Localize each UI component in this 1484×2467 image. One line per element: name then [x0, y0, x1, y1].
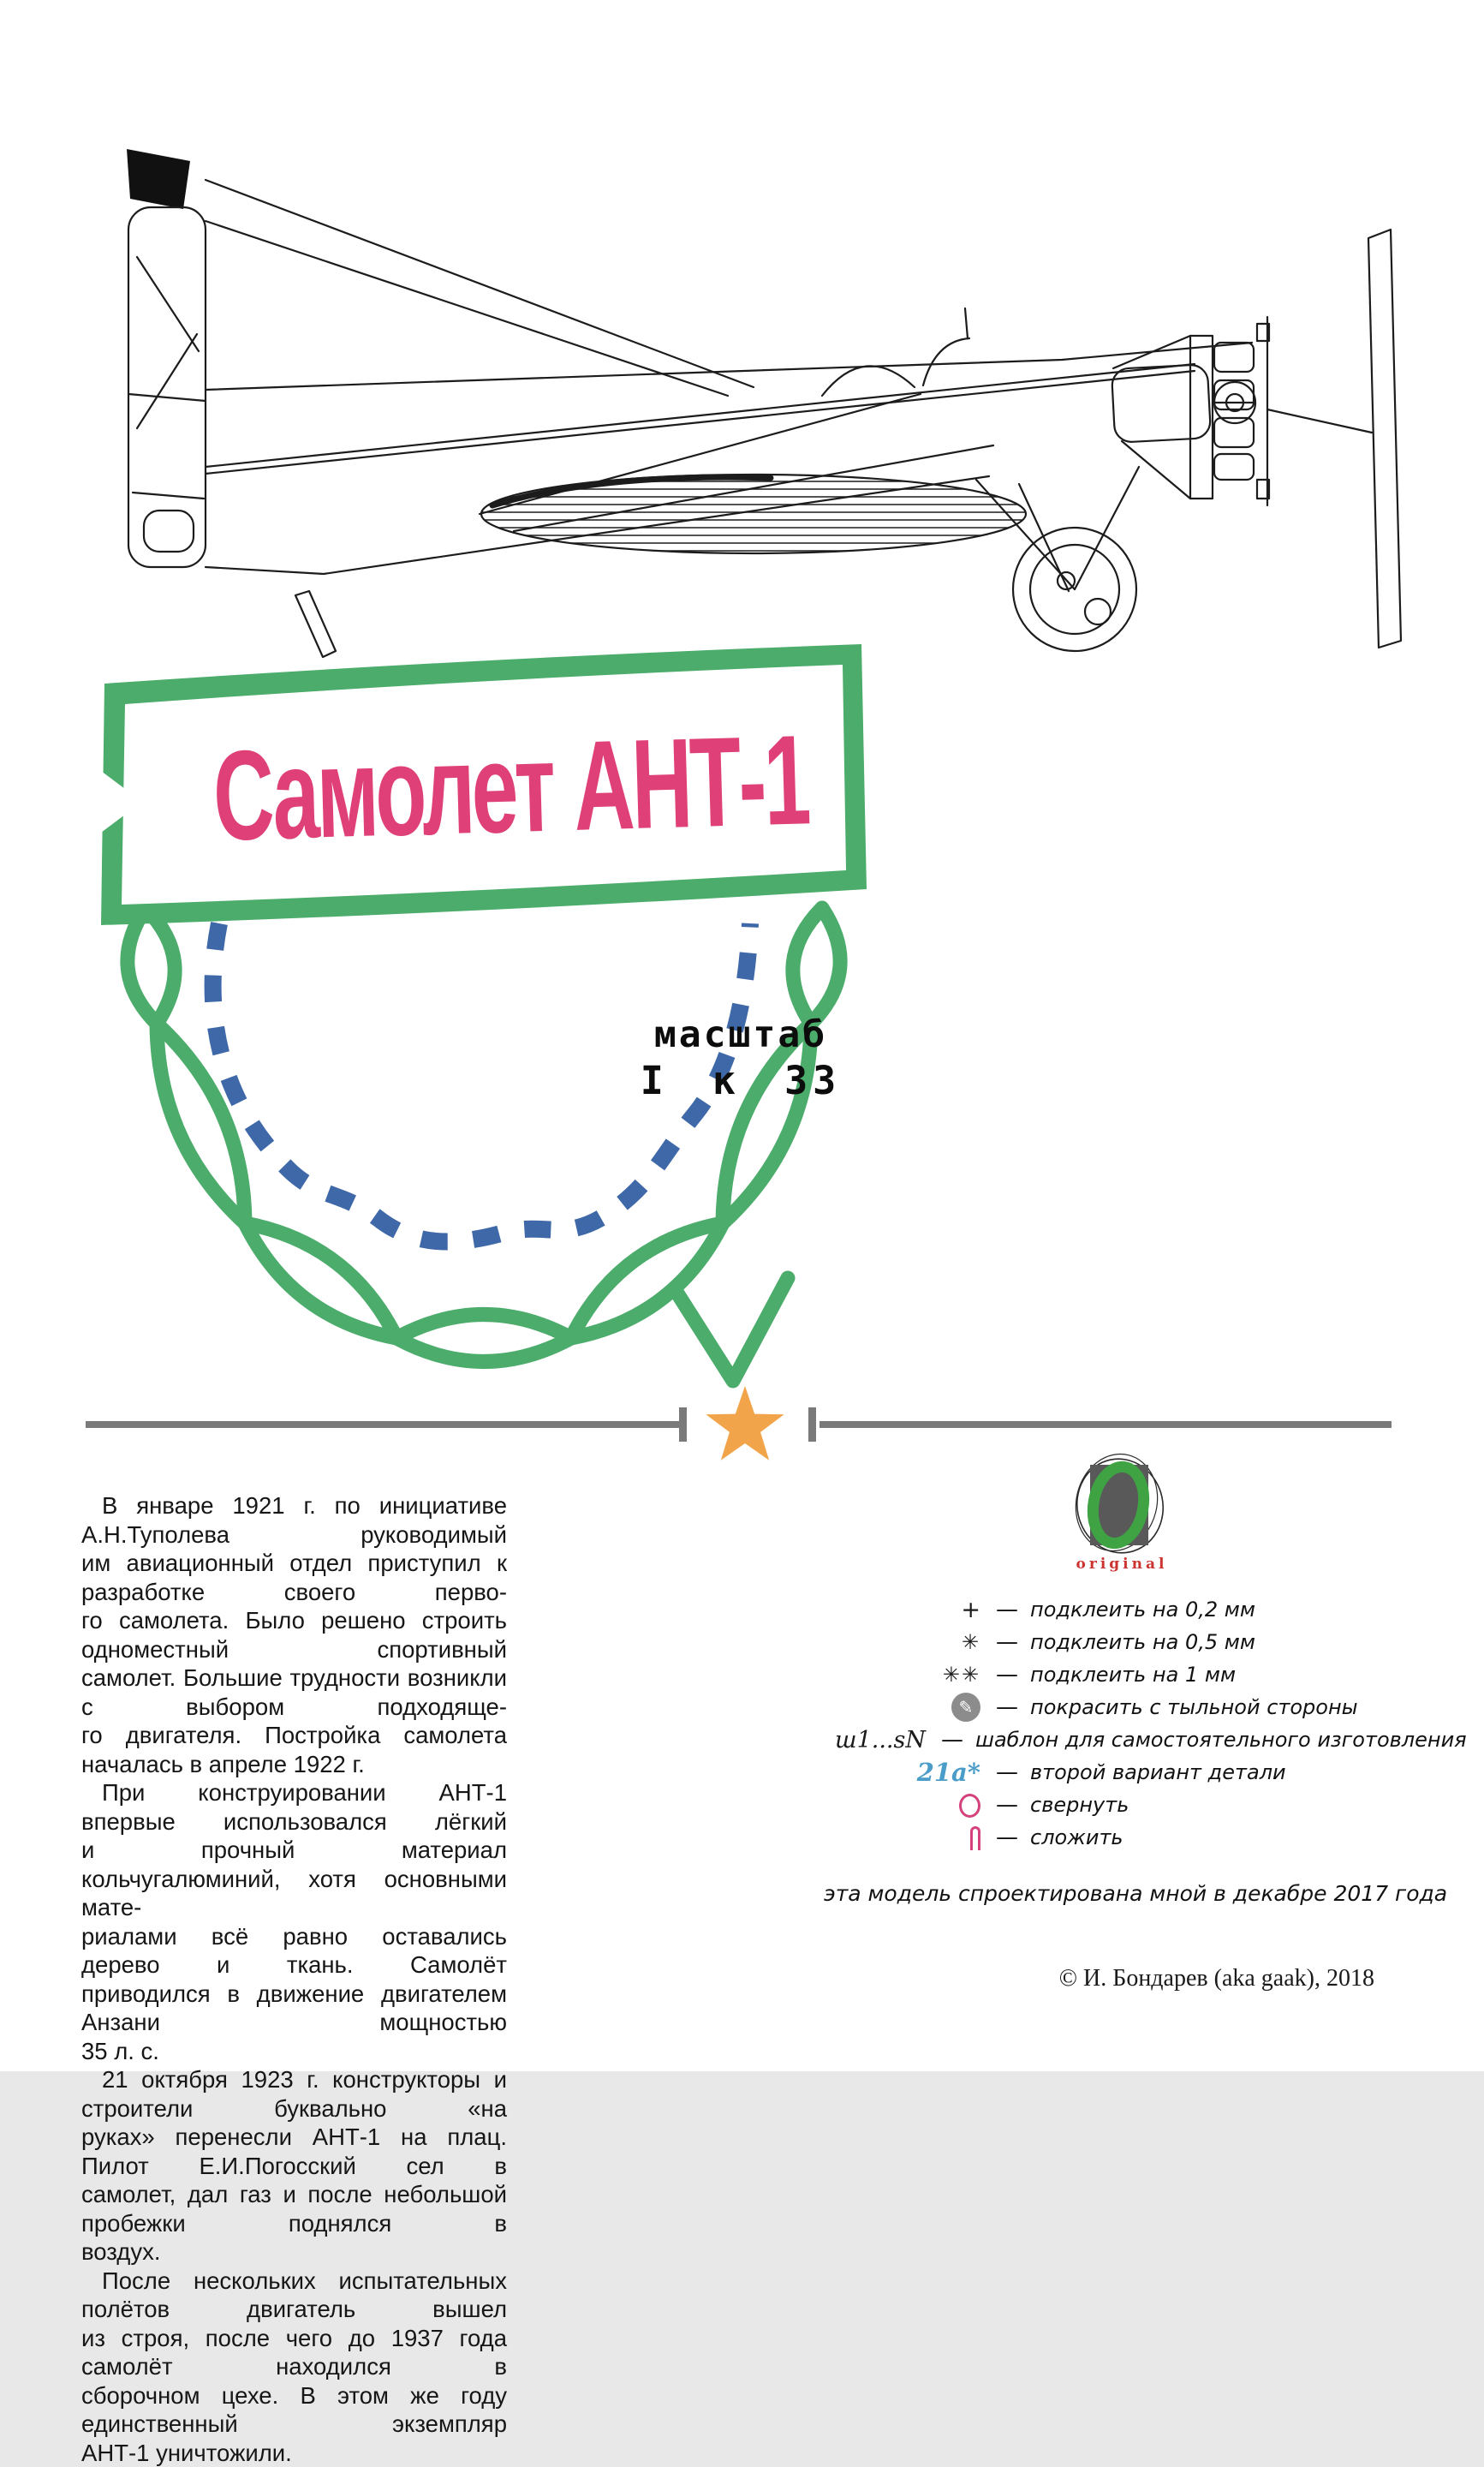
title-banner	[0, 0, 1484, 1028]
legend-label: шаблон для самостоятельного изготовления	[975, 1728, 1467, 1752]
scale-ratio: I к 33	[591, 1057, 891, 1105]
text-line: приводился в движение двигателем Анзани мощностью	[81, 1980, 507, 2037]
legend-label: подклеить на 0,5 мм	[1030, 1630, 1255, 1654]
text-line: воздух.	[81, 2237, 507, 2267]
text-line: В январе 1921 г. по инициативе А.Н.Туполева руководимый	[81, 1491, 507, 1549]
text-line: После нескольких испытательных полётов двигатель вышел	[81, 2267, 507, 2324]
glue-05-symbol: ✳	[835, 1630, 980, 1654]
legend-row	[835, 1723, 1383, 1756]
text-line: риалами всё равно оставались дерево и ткань. Самолёт	[81, 1922, 507, 1980]
legend-row	[835, 1756, 1383, 1789]
divider-line-left	[86, 1421, 679, 1428]
legend-dash: —	[996, 1759, 1018, 1785]
legend-row	[835, 1626, 1383, 1658]
glue-1-symbol: ✳✳	[835, 1663, 980, 1687]
glue-02-symbol: +	[835, 1597, 980, 1623]
divider-tick-right	[808, 1407, 816, 1442]
legend-label: покрасить с тыльной стороны	[1030, 1695, 1358, 1719]
legend-label: второй вариант детали	[1030, 1760, 1286, 1784]
legend-sym-cell	[835, 1693, 980, 1722]
text-line: АНТ-1 уничтожили.	[81, 2439, 507, 2467]
text-line: и прочный материал кольчугалюминий, хотя основными мате-	[81, 1836, 507, 1922]
template-symbol: ш1...sN	[835, 1727, 926, 1753]
legend-row	[835, 1691, 1383, 1723]
legend-dash: —	[996, 1825, 1018, 1850]
legend-row	[835, 1593, 1383, 1626]
text-line: руках» перенесли АНТ-1 на плац. Пилот Е.И.Погосский сел в	[81, 2123, 507, 2180]
paint-brush-circle-icon: ✎	[951, 1693, 980, 1722]
legend-dash: —	[996, 1629, 1018, 1655]
legend-label: подклеить на 1 мм	[1030, 1663, 1236, 1687]
scale-block	[591, 1012, 891, 1105]
legend-dash: —	[996, 1662, 1018, 1687]
legend-sym-cell	[835, 1825, 980, 1851]
garland-vine	[675, 1278, 788, 1381]
legend-row	[835, 1821, 1383, 1854]
text-line: из строя, после чего до 1937 года самолёт находился в	[81, 2324, 507, 2381]
logo-caption: original	[1062, 1556, 1182, 1573]
copyright: © И. Бондарев (aka gaak), 2018	[1059, 1965, 1374, 1992]
design-note: эта модель спроектирована мной в декабре 2017 года	[824, 1881, 1389, 1906]
divider-tick-left	[679, 1407, 687, 1442]
text-line: самолет, дал газ и после небольшой пробежки поднялся в	[81, 2180, 507, 2237]
text-line: го самолета. Было решено строить одноместный спортивный	[81, 1606, 507, 1664]
legend-row	[835, 1789, 1383, 1821]
legend-dash: —	[996, 1597, 1018, 1622]
text-line: им авиационный отдел приступил к разработке своего перво-	[81, 1549, 507, 1606]
star-icon	[694, 1376, 796, 1478]
page-title: Самолет АНТ-1	[212, 708, 756, 869]
text-line: При конструировании АНТ-1 впервые использовался лёгкий	[81, 1778, 507, 1836]
roll-circle-icon	[959, 1794, 980, 1818]
text-line: 21 октября 1923 г. конструкторы и строители буквально «на	[81, 2065, 507, 2123]
logo-mark-icon	[1062, 1446, 1182, 1557]
legend-dash: —	[941, 1727, 963, 1753]
text-line: го двигателя. Постройка самолета началась в апреле 1922 г.	[81, 1721, 507, 1778]
text-line: самолет. Большие трудности возникли с выбором подходяще-	[81, 1664, 507, 1721]
history-text	[81, 1491, 507, 2467]
legend-label: подклеить на 0,2 мм	[1030, 1598, 1255, 1622]
variant-symbol: 21a*	[835, 1758, 980, 1787]
divider-line-right	[819, 1421, 1392, 1428]
legend-label: сложить	[1030, 1825, 1123, 1849]
legend-label: свернуть	[1030, 1793, 1129, 1817]
text-line: 35 л. с.	[81, 2037, 507, 2066]
legend-row	[835, 1658, 1383, 1691]
legend-dash: —	[996, 1792, 1018, 1818]
symbols-legend	[835, 1593, 1383, 1854]
legend-sym-cell	[835, 1792, 980, 1819]
designer-logo	[1062, 1446, 1182, 1587]
legend-dash: —	[996, 1694, 1018, 1720]
fold-arch-icon	[970, 1826, 980, 1850]
scale-word: масштаб	[591, 1012, 891, 1057]
text-line: сборочном цехе. В этом же году единственный экземпляр	[81, 2381, 507, 2439]
